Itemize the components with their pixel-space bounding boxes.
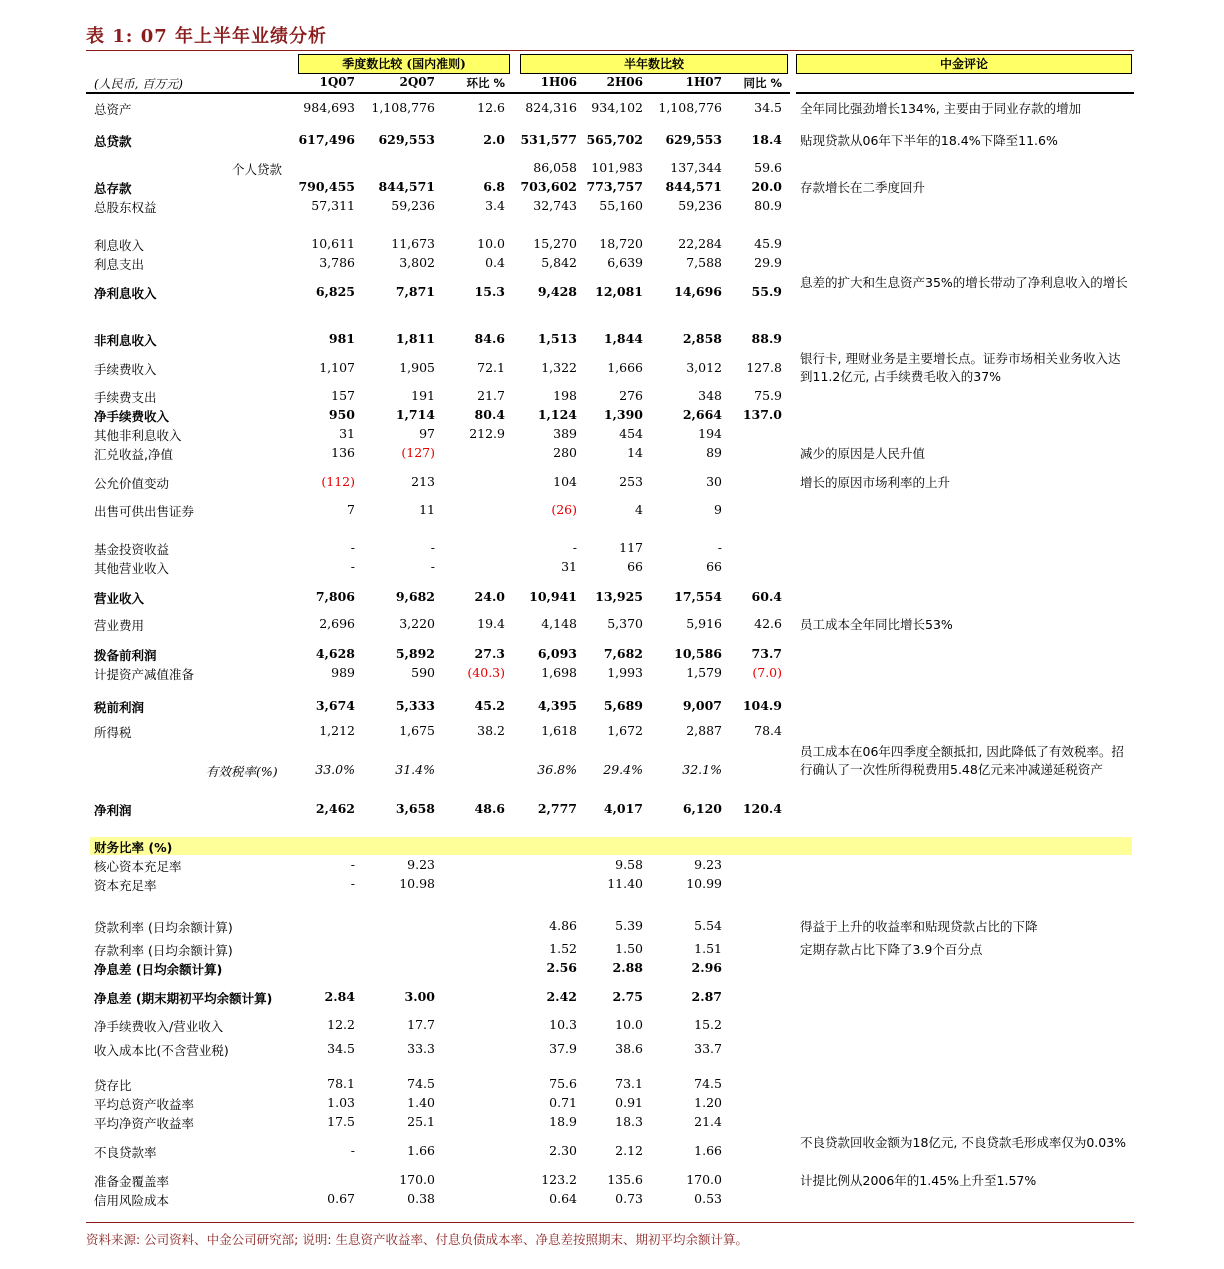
table-cell: 1.50 — [615, 941, 643, 956]
table-cell: 5,370 — [607, 616, 643, 631]
table-cell: 844,571 — [378, 179, 435, 194]
table-cell: 29.4% — [603, 762, 643, 777]
row-label: 总资产 — [94, 102, 132, 117]
table-cell: 1.66 — [694, 1143, 722, 1158]
table-cell: 34.5 — [754, 100, 782, 115]
table-cell: 10.3 — [549, 1017, 577, 1032]
table-cell: (112) — [321, 474, 355, 489]
table-cell: (26) — [551, 502, 577, 517]
table-cell: 703,602 — [520, 179, 577, 194]
table-cell: 17.5 — [327, 1114, 355, 1129]
table-cell: 66 — [627, 559, 643, 574]
table-cell: 29.9 — [754, 255, 782, 270]
table-cell: 80.4 — [474, 407, 505, 422]
table-cell: 101,983 — [591, 160, 643, 175]
table-cell: 12,081 — [595, 284, 643, 299]
row-label: 营业收入 — [94, 591, 145, 606]
table-cell: 55.9 — [751, 284, 782, 299]
table-cell: 120.4 — [742, 801, 782, 816]
table-cell: 617,496 — [298, 132, 355, 147]
source-note: 资料来源: 公司资料、中金公司研究部; 说明: 生息资产收益率、付息负债成本率、净息差按照期末、期初平均余额计算。 — [86, 1232, 749, 1247]
table-cell: 2,664 — [682, 407, 722, 422]
table-cell: 12.2 — [327, 1017, 355, 1032]
table-cell: 57,311 — [311, 198, 355, 213]
table-cell: 17.7 — [407, 1017, 435, 1032]
comment-text: 存款增长在二季度回升 — [800, 180, 926, 195]
table-cell: 7 — [347, 502, 355, 517]
table-cell: 3,802 — [399, 255, 435, 270]
table-cell: 88.9 — [751, 331, 782, 346]
row-label: 净利润 — [94, 803, 132, 818]
table-cell: 59,236 — [391, 198, 435, 213]
row-label: 汇兑收益,净值 — [94, 447, 173, 462]
row-label: 总股东权益 — [94, 200, 157, 215]
table-cell: 280 — [553, 445, 577, 460]
table-cell: 21.7 — [477, 388, 505, 403]
table-cell: - — [350, 559, 355, 574]
column-header: 环比 % — [466, 76, 505, 90]
table-cell: 10.0 — [615, 1017, 643, 1032]
comment-text: 全年同比强劲增长134%, 主要由于同业存款的增加 — [800, 101, 1082, 116]
table-cell: 2.96 — [691, 960, 722, 975]
table-cell: 117 — [619, 540, 643, 555]
table-cell: 2.88 — [612, 960, 643, 975]
table-cell: 24.0 — [474, 589, 505, 604]
table-cell: 9,428 — [537, 284, 577, 299]
table-cell: 773,757 — [586, 179, 643, 194]
table-cell: 6.8 — [483, 179, 505, 194]
row-label: 资本充足率 — [94, 878, 157, 893]
table-cell: 212.9 — [469, 426, 505, 441]
table-cell: 127.8 — [746, 360, 782, 375]
table-cell: 15,270 — [533, 236, 577, 251]
table-cell: 1,107 — [319, 360, 355, 375]
table-cell: 137.0 — [742, 407, 782, 422]
table-cell: 89 — [706, 445, 722, 460]
table-cell: 21.4 — [694, 1114, 722, 1129]
table-cell: 33.0% — [315, 762, 355, 777]
table-cell: 1,212 — [319, 723, 355, 738]
table-cell: 18.4 — [751, 132, 782, 147]
table-cell: 7,682 — [603, 646, 643, 661]
table-cell: - — [350, 857, 355, 872]
table-cell: 9 — [714, 502, 722, 517]
table-cell: 104 — [553, 474, 577, 489]
table-cell: 2.42 — [546, 989, 577, 1004]
row-label: 拨备前利润 — [94, 648, 157, 663]
table-cell: 984,693 — [303, 100, 355, 115]
table-cell: 0.53 — [694, 1191, 722, 1206]
table-cell: 1,675 — [399, 723, 435, 738]
table-cell: 78.4 — [754, 723, 782, 738]
row-label: 其他非利息收入 — [94, 428, 182, 443]
table-cell: 14 — [627, 445, 643, 460]
row-label: 贷款利率 (日均余额计算) — [94, 920, 233, 935]
row-label: 营业费用 — [94, 618, 145, 633]
table-cell: 2.87 — [691, 989, 722, 1004]
table-cell: 157 — [331, 388, 355, 403]
table-cell: 198 — [553, 388, 577, 403]
table-cell: 1,666 — [607, 360, 643, 375]
table-cell: 1.52 — [549, 941, 577, 956]
table-cell: (7.0) — [752, 665, 782, 680]
table-cell: 6,639 — [607, 255, 643, 270]
table-cell: 20.0 — [751, 179, 782, 194]
table-cell: 1,672 — [607, 723, 643, 738]
table-cell: 1.51 — [694, 941, 722, 956]
table-cell: - — [430, 559, 435, 574]
comment-text: 员工成本全年同比增长53% — [800, 617, 953, 632]
comment-text: 计提比例从2006年的1.45%上升至1.57% — [800, 1173, 1037, 1188]
footer-divider — [86, 1222, 1134, 1223]
table-cell: 2.30 — [549, 1143, 577, 1158]
table-cell: 1,714 — [395, 407, 435, 422]
table-cell: 33.7 — [694, 1041, 722, 1056]
table-cell: 2,462 — [315, 801, 355, 816]
row-label: 净利息收入 — [94, 286, 157, 301]
table-cell: 135.6 — [607, 1172, 643, 1187]
table-cell: 9.58 — [615, 857, 643, 872]
column-header: 2Q07 — [399, 75, 435, 89]
row-label: 所得税 — [94, 725, 132, 740]
comment-text: 不良贷款回收金额为18亿元, 不良贷款毛形成率仅为0.03% — [800, 1135, 1127, 1150]
table-cell: 1,513 — [537, 331, 577, 346]
row-label: 个人贷款 — [232, 162, 283, 177]
comment-text: 贴现贷款从06年下半年的18.4%下降至11.6% — [800, 133, 1058, 148]
row-label: 净手续费收入/营业收入 — [94, 1019, 224, 1034]
table-cell: 170.0 — [399, 1172, 435, 1187]
table-cell: 45.2 — [474, 698, 505, 713]
table-cell: 13,925 — [595, 589, 643, 604]
table-cell: 36.8% — [537, 762, 577, 777]
table-cell: 191 — [411, 388, 435, 403]
table-cell: 590 — [411, 665, 435, 680]
comment-header: 中金评论 — [796, 54, 1132, 74]
row-label: 手续费支出 — [94, 390, 157, 405]
table-cell: 15.3 — [474, 284, 505, 299]
row-label: 存款利率 (日均余额计算) — [94, 943, 233, 958]
table-cell: 1,108,776 — [658, 100, 722, 115]
comment-text: 减少的原因是人民升值 — [800, 446, 926, 461]
table-cell: 1,390 — [603, 407, 643, 422]
table-cell: 31 — [339, 426, 355, 441]
table-cell: 11 — [419, 502, 435, 517]
table-cell: 981 — [328, 331, 355, 346]
table-cell: 170.0 — [686, 1172, 722, 1187]
table-cell: 7,588 — [686, 255, 722, 270]
table-cell: 27.3 — [474, 646, 505, 661]
table-cell: 4,017 — [603, 801, 643, 816]
table-cell: 32,743 — [533, 198, 577, 213]
table-cell: 2,887 — [686, 723, 722, 738]
table-cell: 59.6 — [754, 160, 782, 175]
table-cell: 34.5 — [327, 1041, 355, 1056]
table-cell: - — [430, 540, 435, 555]
table-cell: 18.9 — [549, 1114, 577, 1129]
table-cell: 30 — [706, 474, 722, 489]
ratio-section-title: 财务比率 (%) — [94, 840, 173, 855]
table-cell: 22,284 — [678, 236, 722, 251]
table-cell: 73.7 — [751, 646, 782, 661]
table-cell: 2.12 — [615, 1143, 643, 1158]
table-cell: 0.73 — [615, 1191, 643, 1206]
table-cell: 37.9 — [549, 1041, 577, 1056]
comment-text: 增长的原因市场利率的上升 — [800, 475, 951, 490]
table-cell: 348 — [698, 388, 722, 403]
half-year-header: 半年数比较 — [520, 54, 788, 74]
table-cell: 629,553 — [378, 132, 435, 147]
table-cell: 12.6 — [477, 100, 505, 115]
table-cell: 66 — [706, 559, 722, 574]
comment-text: 员工成本在06年四季度全额抵扣, 因此降低了有效税率。招行确认了一次性所得税费用5.48亿元来冲减递延税资产 — [800, 744, 1124, 777]
table-cell: 10,941 — [529, 589, 577, 604]
ratio-section-bar — [90, 837, 1132, 855]
row-label: 信用风险成本 — [94, 1193, 170, 1208]
table-cell: 78.1 — [327, 1076, 355, 1091]
table-cell: 3.00 — [404, 989, 435, 1004]
table-cell: 5.54 — [694, 918, 722, 933]
table-cell: 5,333 — [395, 698, 435, 713]
table-cell: 1,579 — [686, 665, 722, 680]
table-cell: 5,892 — [395, 646, 435, 661]
table-cell: 194 — [698, 426, 722, 441]
row-label: 利息支出 — [94, 257, 145, 272]
table-cell: 7,871 — [395, 284, 435, 299]
table-cell: 9,682 — [395, 589, 435, 604]
row-label: 出售可供出售证券 — [94, 504, 195, 519]
row-label: 贷存比 — [94, 1078, 132, 1093]
table-cell: 389 — [553, 426, 577, 441]
table-cell: 213 — [411, 474, 435, 489]
table-cell: 10.98 — [399, 876, 435, 891]
table-cell: 10.99 — [686, 876, 722, 891]
table-cell: 80.9 — [754, 198, 782, 213]
table-cell: 75.9 — [754, 388, 782, 403]
table-cell: 6,093 — [537, 646, 577, 661]
table-cell: 104.9 — [742, 698, 782, 713]
table-cell: 2,858 — [682, 331, 722, 346]
row-label: 其他营业收入 — [94, 561, 170, 576]
table-cell: 42.6 — [754, 616, 782, 631]
table-cell: - — [350, 1143, 355, 1158]
row-label: 净手续费收入 — [94, 409, 170, 424]
table-cell: 5.39 — [615, 918, 643, 933]
column-header: 1H07 — [685, 75, 722, 89]
table-cell: 60.4 — [751, 589, 782, 604]
table-cell: 3,786 — [319, 255, 355, 270]
column-header: 2H06 — [606, 75, 643, 89]
header-divider-comment — [796, 92, 1134, 94]
table-cell: 15.2 — [694, 1017, 722, 1032]
table-cell: 74.5 — [407, 1076, 435, 1091]
table-cell: 11,673 — [391, 236, 435, 251]
table-cell: 45.9 — [754, 236, 782, 251]
quarterly-header: 季度数比较 (国内准则) — [298, 54, 510, 74]
column-header: 1Q07 — [319, 75, 355, 89]
table-cell: 1.20 — [694, 1095, 722, 1110]
table-cell: 9,007 — [682, 698, 722, 713]
table-cell: 0.64 — [549, 1191, 577, 1206]
table-cell: 19.4 — [477, 616, 505, 631]
table-cell: 1.40 — [407, 1095, 435, 1110]
column-header: 同比 % — [743, 76, 782, 90]
table-cell: - — [350, 876, 355, 891]
table-cell: 72.1 — [477, 360, 505, 375]
row-label: 手续费收入 — [94, 362, 157, 377]
table-cell: 10.0 — [477, 236, 505, 251]
table-cell: 3,674 — [315, 698, 355, 713]
table-cell: 17,554 — [674, 589, 722, 604]
table-cell: 3,012 — [686, 360, 722, 375]
row-label: 不良贷款率 — [94, 1145, 157, 1160]
comment-text: 定期存款占比下降了3.9个百分点 — [800, 942, 983, 957]
table-cell: 7,806 — [315, 589, 355, 604]
row-label: 核心资本充足率 — [94, 859, 182, 874]
table-cell: 5,689 — [603, 698, 643, 713]
table-cell: 55,160 — [599, 198, 643, 213]
table-cell: 1,698 — [541, 665, 577, 680]
table-cell: 790,455 — [298, 179, 355, 194]
table-cell: 9.23 — [694, 857, 722, 872]
row-label: 利息收入 — [94, 238, 145, 253]
table-cell: 31.4% — [395, 762, 435, 777]
row-label: 准备金覆盖率 — [94, 1174, 170, 1189]
row-label: 平均总资产收益率 — [94, 1097, 195, 1112]
table-cell: 0.67 — [327, 1191, 355, 1206]
table-cell: 0.38 — [407, 1191, 435, 1206]
table-cell: 10,586 — [674, 646, 722, 661]
table-cell: 4,395 — [537, 698, 577, 713]
table-cell: 97 — [419, 426, 435, 441]
table-cell: 1.03 — [327, 1095, 355, 1110]
table-cell: 5,916 — [686, 616, 722, 631]
row-label: 基金投资收益 — [94, 542, 170, 557]
table-cell: 629,553 — [665, 132, 722, 147]
table-cell: 136 — [331, 445, 355, 460]
table-cell: 2,777 — [537, 801, 577, 816]
table-cell: (40.3) — [467, 665, 505, 680]
table-cell: 1,993 — [607, 665, 643, 680]
table-cell: 0.91 — [615, 1095, 643, 1110]
title-divider — [86, 50, 1134, 51]
table-cell: 74.5 — [694, 1076, 722, 1091]
table-cell: 276 — [619, 388, 643, 403]
row-label: 非利息收入 — [94, 333, 157, 348]
table-cell: 1.66 — [407, 1143, 435, 1158]
table-cell: 950 — [328, 407, 355, 422]
row-label: 净息差 (期末期初平均余额计算) — [94, 991, 273, 1006]
table-cell: 18,720 — [599, 236, 643, 251]
table-cell: 2,696 — [319, 616, 355, 631]
table-cell: - — [717, 540, 722, 555]
table-cell: 2.75 — [612, 989, 643, 1004]
table-cell: 86,058 — [533, 160, 577, 175]
table-cell: 38.6 — [615, 1041, 643, 1056]
table-cell: 2.0 — [483, 132, 505, 147]
table-cell: 84.6 — [474, 331, 505, 346]
table-cell: 2.56 — [546, 960, 577, 975]
table-cell: 4 — [635, 502, 643, 517]
table-cell: 10,611 — [311, 236, 355, 251]
table-cell: 1,811 — [395, 331, 435, 346]
row-label: 总存款 — [94, 181, 132, 196]
comment-text: 得益于上升的收益率和贴现贷款占比的下降 — [800, 919, 1038, 934]
table-cell: 32.1% — [682, 762, 722, 777]
table-cell: 3,658 — [395, 801, 435, 816]
table-cell: 844,571 — [665, 179, 722, 194]
table-cell: 25.1 — [407, 1114, 435, 1129]
table-cell: 1,108,776 — [371, 100, 435, 115]
table-cell: 253 — [619, 474, 643, 489]
table-cell: 4,628 — [315, 646, 355, 661]
table-cell: 3.4 — [485, 198, 505, 213]
table-cell: 989 — [331, 665, 355, 680]
table-cell: 4,148 — [541, 616, 577, 631]
table-cell: 4.86 — [549, 918, 577, 933]
table-cell: 59,236 — [678, 198, 722, 213]
table-cell: - — [350, 540, 355, 555]
row-label: 总贷款 — [94, 134, 132, 149]
table-cell: 137,344 — [670, 160, 722, 175]
table-cell: 0.4 — [485, 255, 505, 270]
table-cell: 5,842 — [541, 255, 577, 270]
row-label: 公允价值变动 — [94, 476, 170, 491]
header-divider — [86, 92, 790, 94]
row-label: 计提资产减值准备 — [94, 667, 195, 682]
unit-label: (人民币, 百万元) — [94, 77, 183, 91]
table-cell: 9.23 — [407, 857, 435, 872]
table-cell: 531,577 — [520, 132, 577, 147]
table-cell: 1,618 — [541, 723, 577, 738]
comment-text: 银行卡, 理财业务是主要增长点。证券市场相关业务收入达到11.2亿元, 占手续费毛收入的37% — [800, 351, 1121, 384]
table-cell: (127) — [401, 445, 435, 460]
table-cell: 1,322 — [541, 360, 577, 375]
row-label: 平均净资产收益率 — [94, 1116, 195, 1131]
table-cell: - — [572, 540, 577, 555]
table-cell: 11.40 — [607, 876, 643, 891]
table-cell: 565,702 — [586, 132, 643, 147]
table-cell: 33.3 — [407, 1041, 435, 1056]
table-cell: 31 — [561, 559, 577, 574]
comment-text: 息差的扩大和生息资产35%的增长带动了净利息收入的增长 — [800, 275, 1128, 290]
table-cell: 2.84 — [324, 989, 355, 1004]
table-title: 表 1: 07 年上半年业绩分析 — [86, 26, 328, 47]
row-label: 税前利润 — [94, 700, 145, 715]
table-cell: 73.1 — [615, 1076, 643, 1091]
table-cell: 1,905 — [399, 360, 435, 375]
row-label: 有效税率(%) — [206, 764, 278, 779]
table-cell: 454 — [619, 426, 643, 441]
table-cell: 18.3 — [615, 1114, 643, 1129]
table-cell: 1,844 — [603, 331, 643, 346]
table-cell: 14,696 — [674, 284, 722, 299]
table-cell: 38.2 — [477, 723, 505, 738]
table-cell: 6,825 — [315, 284, 355, 299]
table-cell: 3,220 — [399, 616, 435, 631]
table-cell: 934,102 — [591, 100, 643, 115]
table-cell: 6,120 — [682, 801, 722, 816]
table-cell: 1,124 — [537, 407, 577, 422]
table-cell: 123.2 — [541, 1172, 577, 1187]
row-label: 净息差 (日均余额计算) — [94, 962, 223, 977]
column-header: 1H06 — [540, 75, 577, 89]
table-cell: 824,316 — [525, 100, 577, 115]
row-label: 收入成本比(不含营业税) — [94, 1043, 229, 1058]
table-cell: 75.6 — [549, 1076, 577, 1091]
table-cell: 0.71 — [549, 1095, 577, 1110]
table-cell: 48.6 — [474, 801, 505, 816]
